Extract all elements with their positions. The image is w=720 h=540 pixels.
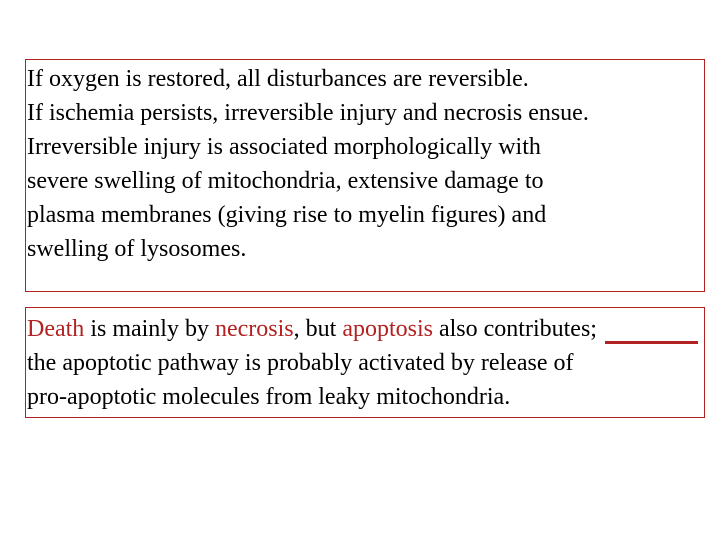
text-line bbox=[27, 312, 704, 346]
keyword-apoptosis: apoptosis bbox=[342, 316, 433, 342]
text-line: swelling of lysosomes. bbox=[27, 236, 247, 262]
text-line: Irreversible injury is associated morphologically with bbox=[27, 134, 541, 160]
cell-death-text-box bbox=[25, 307, 705, 418]
text-line: the apoptotic pathway is probably activated by release of bbox=[27, 350, 574, 376]
text-line: If oxygen is restored, all disturbances are reversible. bbox=[27, 66, 529, 92]
text-fragment: , but bbox=[293, 316, 343, 342]
text-line: pro-apoptotic molecules from leaky mitochondria. bbox=[27, 384, 511, 410]
keyword-death: Death bbox=[27, 316, 85, 342]
text-line: If ischemia persists, irreversible injury and necrosis ensue. bbox=[27, 100, 589, 126]
text-line: severe swelling of mitochondria, extensive damage to bbox=[27, 168, 544, 194]
keyword-necrosis: necrosis bbox=[214, 316, 294, 342]
reversibility-text-box bbox=[25, 59, 705, 292]
text-line: plasma membranes (giving rise to myelin figures) and bbox=[27, 202, 547, 228]
annotation-underline bbox=[605, 341, 698, 344]
text-fragment: also contributes; bbox=[432, 316, 597, 342]
text-fragment: is mainly by bbox=[84, 316, 215, 342]
